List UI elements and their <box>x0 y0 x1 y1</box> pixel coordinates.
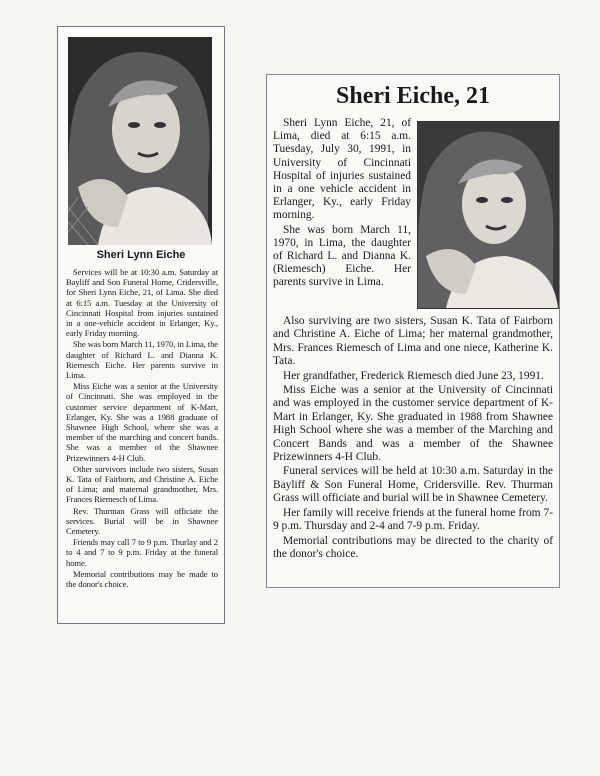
right-paragraph: Sheri Lynn Eiche, 21, of Lima, died at 6:15 a.m. Tuesday, July 30, 1991, in University of Cincinnati Hospital of injuries sustained in a one vehicle accident in Erlanger, Ky., early Friday morning. <box>273 117 411 222</box>
left-obituary-text <box>66 267 218 590</box>
right-obituary-clipping <box>266 74 560 588</box>
left-paragraph: Miss Eiche was a senior at the University of Cincinnati. She was employed in the customer service department of K-Mart, Erlanger, Ky. She was a 1988 graduate of Shawnee High School, where she was a member of the marching and concert bands. She was a member of the Shawnee Prizewinners 4-H Club. <box>66 381 218 463</box>
right-paragraph: Her family will receive friends at the funeral home from 7-9 p.m. Thursday and 2-4 and 7-9 p.m. Friday. <box>273 506 553 533</box>
right-column-text <box>273 117 411 291</box>
right-paragraph: Miss Eiche was a senior at the University of Cincinnati and was employed in the customer service department of K-Mart in Erlanger, Ky. She graduated in 1988 from Shawnee High School where she was a member of the Marching and Concert Bands and was a member of the Shawnee Prizewinners 4-H Club. <box>273 384 553 464</box>
left-obituary-clipping <box>57 26 225 624</box>
right-paragraph: Memorial contributions may be directed to the charity of the donor's choice. <box>273 534 553 560</box>
left-paragraph: Memorial contributions may be made to the donor's choice. <box>66 568 218 590</box>
left-paragraph: Services will be at 10:30 a.m. Saturday at Bayliff and Son Funeral Home, Cridersville, for Sheri Lynn Eiche, 21, of Lima. She died at 6:15 a.m. Tuesday at the University of Cincinnati Hospital from injuries sustained in a one-vehicle accident in Erlanger, Ky., early Friday morning. <box>66 267 218 339</box>
right-paragraph: Funeral services will be held at 10:30 a.m. Saturday in the Bayliff & Son Funeral Home, Cridersville. Rev. Thurman Grass will officiate and burial will be in Shawnee Cemetery. <box>273 465 553 505</box>
headline: Sheri Eiche, 21 <box>336 83 490 109</box>
right-paragraph: She was born March 11, 1970, in Lima, the daughter of Richard L. and Dianna K. (Riemesch) Eiche. Her parents survive in Lima. <box>273 223 411 289</box>
right-paragraph: Her grandfather, Frederick Riemesch died June 23, 1991. <box>283 369 544 382</box>
portrait-photo <box>68 37 212 245</box>
portrait-illustration <box>68 37 212 245</box>
photo-caption: Sheri Lynn Eiche <box>96 249 186 261</box>
portrait-photo <box>417 121 559 309</box>
right-paragraph: Also surviving are two sisters, Susan K. Tata of Fairborn and Christine A. Eiche of Lima; her maternal grandmother, Mrs. Frances Riemesch of Lima and one niece, Katherine K. Tata. <box>273 315 553 368</box>
right-full-width-text <box>273 315 553 562</box>
left-paragraph: Rev. Thurman Grass will officiate the services. Burial will be in Shawnee Cemetery. <box>66 505 218 537</box>
left-paragraph: Other survivors include two sisters, Susan K. Tata of Fairborn, and Christine A. Eiche of Lima; and maternal grandmother, Mrs. Frances Riemesch of Lima. <box>66 463 218 505</box>
left-paragraph: She was born March 11, 1970, in Lima, the daughter of Richard L. and Dianna K. Riemesch Eiche. Her parents survive in Lima. <box>66 339 218 381</box>
portrait-illustration <box>418 122 558 308</box>
left-paragraph: Friends may call 7 to 9 p.m. Thurlay and 2 to 4 and 7 to 9 p.m. Friday at the funeral home. <box>66 537 218 568</box>
